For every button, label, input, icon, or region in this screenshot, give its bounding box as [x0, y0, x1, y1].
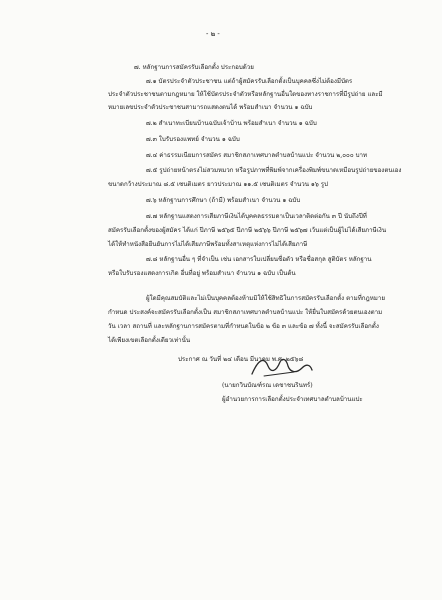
- page-number: - ๒ -: [206, 30, 220, 38]
- item-7-5: ๗.๕ รูปถ่ายหน้าตรงไม่สวมหมวก หรือรูปภาพที่พิมพ์จากเครื่องพิมพ์ขนาดเหมือนรูปถ่ายของตนเอง: [146, 167, 402, 174]
- item-7-7: ๗.๗ หลักฐานแสดงการเสียภาษีเงินได้บุคคลธรรมดาเป็นเวลาติดต่อกัน ๓ ปี นับถึงปีที่: [146, 213, 367, 220]
- signatory-title: ผู้อำนวยการการเลือกตั้งประจำเทศบาลตำบลบ้านแปะ: [222, 396, 363, 403]
- item-7-1-line-2: ประจำตัวประชาชนตามกฎหมาย ให้ใช้บัตรประจำตัวหรือหลักฐานอื่นใดของทางราชการที่มีรูปถ่าย และมี: [108, 91, 383, 98]
- item-7-7-line-2: สมัครรับเลือกตั้งของผู้สมัคร ได้แก่ ปีภาษี ๒๕๖๕ ปีภาษี ๒๕๖๖ ปีภาษี ๒๕๖๗ เว้นแต่เป็นผู้ไม่ได้เสียภาษีเงิน: [108, 227, 387, 234]
- closing-paragraph-line-1: ผู้ใดมีคุณสมบัติและไม่เป็นบุคคลต้องห้ามมิให้ใช้สิทธิในการสมัครรับเลือกตั้ง ตามที่กฎหมาย: [146, 295, 385, 302]
- item-7-3: ๗.๓ ใบรับรองแพทย์ จำนวน ๑ ฉบับ: [146, 136, 240, 143]
- item-7-6: ๗.๖ หลักฐานการศึกษา (ถ้ามี) พร้อมสำเนา จำนวน ๑ ฉบับ: [146, 197, 301, 204]
- item-7-7-line-3: ได้ให้ทำหนังสือยืนยันการไม่ได้เสียภาษีพร้อมทั้งสาเหตุแห่งการไม่ได้เสียภาษี: [108, 241, 308, 248]
- item-7-8: ๗.๘ หลักฐานอื่น ๆ ที่จำเป็น เช่น เอกสารใบเปลี่ยนชื่อตัว หรือชื่อสกุล สูติบัตร หลักฐาน: [146, 256, 372, 263]
- handwritten-signature: [246, 352, 316, 382]
- closing-paragraph-line-4: ได้เพียงเขตเลือกตั้งเดียวเท่านั้น: [108, 337, 191, 344]
- item-7-1-line-3: หมายเลขประจำตัวประชาชนสามารถแสดงตนได้ พร้อมสำเนา จำนวน ๑ ฉบับ: [108, 104, 313, 111]
- item-7-2: ๗.๒ สำเนาทะเบียนบ้านฉบับเจ้าบ้าน พร้อมสำเนา จำนวน ๑ ฉบับ: [146, 120, 317, 127]
- closing-paragraph-line-2: กำหนด ประสงค์จะสมัครรับเลือกตั้งเป็น สมาชิกสภาเทศบาลตำบลบ้านแปะ ให้ยื่นใบสมัครด้วยตนเองตาม: [108, 309, 383, 316]
- signatory-name: (นายกวินบัณฑ์รณ เดชาชนรินทร์): [222, 382, 313, 389]
- item-7-4: ๗.๔ ค่าธรรมเนียมการสมัคร สมาชิกสภาเทศบาลตำบลบ้านแปะ จำนวน ๒,๐๐๐ บาท: [146, 152, 368, 159]
- closing-paragraph-line-3: วัน เวลา สถานที่ และหลักฐานการสมัครตามที่กำหนดในข้อ ๒ ข้อ ๓ และข้อ ๗ ทั้งนี้ จะสมัครรับเลือกตั้ง: [108, 323, 379, 330]
- section-heading-7: ๗. หลักฐานการสมัครรับเลือกตั้ง ประกอบด้วย: [134, 64, 254, 71]
- announcement-date: ประกาศ ณ วันที่ ๒๔ เดือน มีนาคม พ.ศ. ๒๕๖๘: [178, 356, 304, 363]
- item-7-8-line-2: หรือใบรับรองแสดงการเกิด อื่นที่อยู่ พร้อมสำเนา จำนวน ๑ ฉบับ เป็นต้น: [108, 270, 296, 277]
- item-7-5-line-2: ขนาดกว้างประมาณ ๘.๕ เซนติเมตร ยาวประมาณ ๑๑.๕ เซนติเมตร จำนวน ๑๖ รูป: [108, 181, 328, 188]
- item-7-1: ๗.๑ บัตรประจำตัวประชาชน แต่ถ้าผู้สมัครรับเลือกตั้งเป็นบุคคลซึ่งไม่ต้องมีบัตร: [146, 78, 353, 85]
